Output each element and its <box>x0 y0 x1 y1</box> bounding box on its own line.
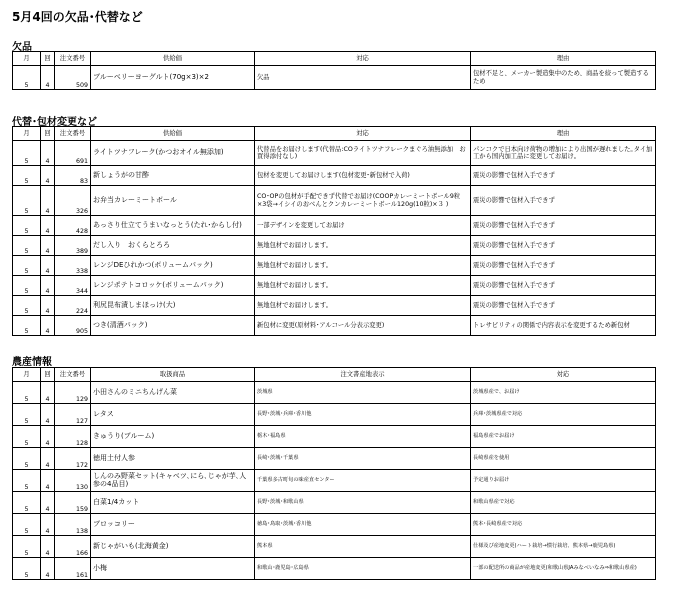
action-cell: 兵庫･茨城県産で対応 <box>471 404 656 426</box>
column-header: 回 <box>41 52 55 66</box>
round-cell: 4 <box>41 256 55 276</box>
action-cell: 無地包材でお届けします。 <box>255 236 471 256</box>
column-header: 取扱商品 <box>91 368 255 382</box>
round-cell: 4 <box>41 166 55 186</box>
substitute-table <box>12 126 656 336</box>
table-row <box>13 470 656 492</box>
month-cell: 5 <box>13 536 41 558</box>
header-row <box>13 127 656 141</box>
month-cell: 5 <box>13 382 41 404</box>
action-cell: 一部の配送所の商品が産地変更(和歌山県JAみなべいなみ⇒和歌山県産) <box>471 558 656 580</box>
item-cell: 新じゃがいも(北海黄金) <box>91 536 255 558</box>
table-row <box>13 404 656 426</box>
column-header: 理由 <box>471 52 656 66</box>
table-row <box>13 186 656 216</box>
item-cell: 白菜1/4カット <box>91 492 255 514</box>
table-row <box>13 492 656 514</box>
shortage-table <box>12 51 656 90</box>
column-header: 注文書産地表示 <box>255 368 471 382</box>
round-cell: 4 <box>41 404 55 426</box>
column-header: 対応 <box>255 52 471 66</box>
month-cell: 5 <box>13 141 41 166</box>
table-row <box>13 514 656 536</box>
action-cell: 無地包材でお届けします。 <box>255 256 471 276</box>
order-number-cell: 130 <box>55 470 91 492</box>
item-cell: ブロッコリー <box>91 514 255 536</box>
month-cell: 5 <box>13 216 41 236</box>
month-cell: 5 <box>13 514 41 536</box>
column-header: 月 <box>13 52 41 66</box>
round-cell: 4 <box>41 216 55 236</box>
action-cell: 無地包材でお届けします。 <box>255 296 471 316</box>
section-heading-substitute: 代替･包材変更など <box>12 117 97 128</box>
column-header: 月 <box>13 368 41 382</box>
column-header: 供給価 <box>91 127 255 141</box>
month-cell: 5 <box>13 404 41 426</box>
table-row <box>13 166 656 186</box>
month-cell: 5 <box>13 276 41 296</box>
action-cell: 包材を変更してお届けします(包材変更･新包材で入荷) <box>255 166 471 186</box>
round-cell: 4 <box>41 558 55 580</box>
reason-cell: 包材不足と、メーカー製造集中のため、商品を絞って製造するため <box>471 66 656 90</box>
month-cell: 5 <box>13 558 41 580</box>
origin-cell: 茨城県 <box>255 382 471 404</box>
round-cell: 4 <box>41 470 55 492</box>
order-number-cell: 428 <box>55 216 91 236</box>
header-row <box>13 52 656 66</box>
order-number-cell: 509 <box>55 66 91 90</box>
month-cell: 5 <box>13 470 41 492</box>
column-header: 対応 <box>255 127 471 141</box>
order-number-cell: 172 <box>55 448 91 470</box>
column-header: 供給価 <box>91 52 255 66</box>
round-cell: 4 <box>41 448 55 470</box>
item-cell: レンジポテトコロッケ(ボリュームパック) <box>91 276 255 296</box>
origin-cell: 栃木･福島県 <box>255 426 471 448</box>
action-cell: 長崎県産を使用 <box>471 448 656 470</box>
column-header: 注文番号 <box>55 52 91 66</box>
action-cell: 熊本･長崎県産で対応 <box>471 514 656 536</box>
column-header: 注文番号 <box>55 127 91 141</box>
item-cell: あっさり仕立てうまいなっとう(たれ･からし付) <box>91 216 255 236</box>
round-cell: 4 <box>41 276 55 296</box>
round-cell: 4 <box>41 514 55 536</box>
section-heading-produce: 農産情報 <box>12 357 52 368</box>
month-cell: 5 <box>13 186 41 216</box>
month-cell: 5 <box>13 166 41 186</box>
origin-cell: 長野･茨城･兵庫･香川他 <box>255 404 471 426</box>
table-row <box>13 216 656 236</box>
round-cell: 4 <box>41 66 55 90</box>
origin-cell: 徳島･鳥取･茨城･香川他 <box>255 514 471 536</box>
table-row <box>13 316 656 336</box>
round-cell: 4 <box>41 426 55 448</box>
table-row <box>13 141 656 166</box>
item-cell: だし入り おくらとろろ <box>91 236 255 256</box>
table-row <box>13 66 656 90</box>
origin-cell: 熊本県 <box>255 536 471 558</box>
origin-cell: 和歌山･鹿児島･広島県 <box>255 558 471 580</box>
order-number-cell: 83 <box>55 166 91 186</box>
order-number-cell: 161 <box>55 558 91 580</box>
round-cell: 4 <box>41 296 55 316</box>
item-cell: ライトツナフレーク(かつおオイル無添加) <box>91 141 255 166</box>
item-cell: 小田さんのミニちんげん菜 <box>91 382 255 404</box>
order-number-cell: 127 <box>55 404 91 426</box>
item-cell: お弁当カレーミートボール <box>91 186 255 216</box>
round-cell: 4 <box>41 141 55 166</box>
order-number-cell: 389 <box>55 236 91 256</box>
round-cell: 4 <box>41 316 55 336</box>
table-row <box>13 558 656 580</box>
month-cell: 5 <box>13 256 41 276</box>
reason-cell: パンコクで日本向け荷物の増加により出国が遅れました｡タイ加工から国内加工品に変更してお届け｡ <box>471 141 656 166</box>
page-title: 5月4回の欠品･代替など <box>12 10 143 24</box>
order-number-cell: 338 <box>55 256 91 276</box>
order-number-cell: 224 <box>55 296 91 316</box>
column-header: 月 <box>13 127 41 141</box>
table-row <box>13 296 656 316</box>
reason-cell: 震災の影響で包材入手できず <box>471 256 656 276</box>
order-number-cell: 159 <box>55 492 91 514</box>
item-cell: 利尻昆布漬しまほっけ(大) <box>91 296 255 316</box>
order-number-cell: 129 <box>55 382 91 404</box>
action-cell: 無地包材でお届けします。 <box>255 276 471 296</box>
item-cell: つき(清酒パック) <box>91 316 255 336</box>
round-cell: 4 <box>41 382 55 404</box>
round-cell: 4 <box>41 536 55 558</box>
action-cell: CO･OPの包材が手配できず代替でお届け(COOPカレーミートボール9粒×3袋→イシイのおべんとクンカレーミートボール120g(10粒)×３ ) <box>255 186 471 216</box>
action-cell: 新包材に変更(原材料･アルコール分表示変更) <box>255 316 471 336</box>
origin-cell: 長野･茨城･和歌山県 <box>255 492 471 514</box>
column-header: 回 <box>41 368 55 382</box>
action-cell: 欠品 <box>255 66 471 90</box>
table-row <box>13 236 656 256</box>
action-cell: 茨城県産で、お届け <box>471 382 656 404</box>
reason-cell: 震災の影響で包材入手できず <box>471 276 656 296</box>
item-cell: しんのみ野菜セット(キャベツ､にら､じゃが芋､人参の4品目) <box>91 470 255 492</box>
item-cell: 小梅 <box>91 558 255 580</box>
order-number-cell: 326 <box>55 186 91 216</box>
month-cell: 5 <box>13 448 41 470</box>
produce-table <box>12 367 656 580</box>
column-header: 回 <box>41 127 55 141</box>
table-row <box>13 536 656 558</box>
round-cell: 4 <box>41 492 55 514</box>
month-cell: 5 <box>13 316 41 336</box>
column-header: 注文番号 <box>55 368 91 382</box>
table-row <box>13 276 656 296</box>
reason-cell: 震災の影響で包材入手できず <box>471 216 656 236</box>
reason-cell: 震災の影響で包材入手できず <box>471 236 656 256</box>
table-row <box>13 256 656 276</box>
table-row <box>13 382 656 404</box>
action-cell: 和歌山県産で対応 <box>471 492 656 514</box>
month-cell: 5 <box>13 426 41 448</box>
column-header: 対応 <box>471 368 656 382</box>
action-cell: 仕様及び産地変更(ハート栽培→慣行栽培、熊本県→鹿児島県) <box>471 536 656 558</box>
origin-cell: 長崎･茨城･千葉県 <box>255 448 471 470</box>
item-cell: レンジDEひれかつ(ボリュームパック) <box>91 256 255 276</box>
reason-cell: 震災の影響で包材入手できず <box>471 296 656 316</box>
origin-cell: 千葉県多古町旬の味産直センター <box>255 470 471 492</box>
item-cell: 徳用土付人参 <box>91 448 255 470</box>
reason-cell: 震災の影響で包材入手できず <box>471 166 656 186</box>
action-cell: 予定通りお届け <box>471 470 656 492</box>
reason-cell: トレサビリティの関係で内容表示を変更するため新包材 <box>471 316 656 336</box>
order-number-cell: 128 <box>55 426 91 448</box>
action-cell: 代替品をお届けします(代替品:COライトツナフレークまぐろ油無添加 お買得添付なし) <box>255 141 471 166</box>
order-number-cell: 691 <box>55 141 91 166</box>
order-number-cell: 344 <box>55 276 91 296</box>
order-number-cell: 166 <box>55 536 91 558</box>
month-cell: 5 <box>13 236 41 256</box>
order-number-cell: 905 <box>55 316 91 336</box>
item-cell: 新しょうがの甘酢 <box>91 166 255 186</box>
table-row <box>13 426 656 448</box>
item-cell: きゅうり(ブルーム) <box>91 426 255 448</box>
round-cell: 4 <box>41 186 55 216</box>
month-cell: 5 <box>13 492 41 514</box>
section-heading-shortage: 欠品 <box>12 42 32 53</box>
reason-cell: 震災の影響で包材入手できず <box>471 186 656 216</box>
item-cell: ブルーベリーヨーグルト(70g×3)×2 <box>91 66 255 90</box>
month-cell: 5 <box>13 66 41 90</box>
table-row <box>13 448 656 470</box>
action-cell: 一部デザインを変更してお届け <box>255 216 471 236</box>
action-cell: 福島県産でお届け <box>471 426 656 448</box>
item-cell: レタス <box>91 404 255 426</box>
round-cell: 4 <box>41 236 55 256</box>
month-cell: 5 <box>13 296 41 316</box>
header-row <box>13 368 656 382</box>
column-header: 理由 <box>471 127 656 141</box>
order-number-cell: 138 <box>55 514 91 536</box>
